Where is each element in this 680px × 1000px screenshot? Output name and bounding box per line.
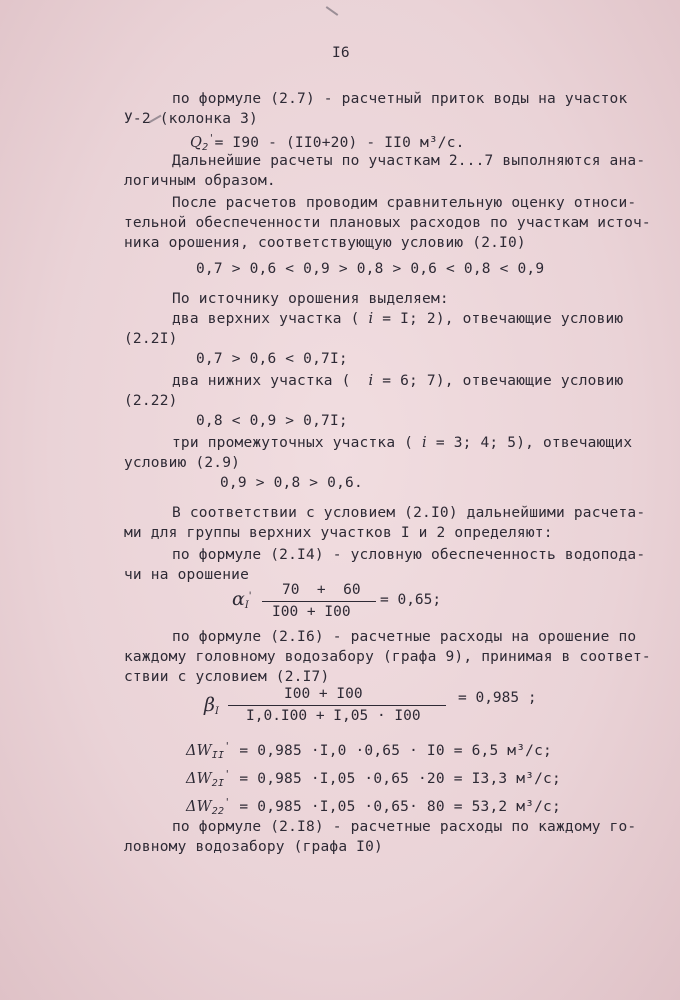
beta-numerator: I00 + I00	[284, 686, 363, 702]
text-line: каждому головному водозабору (графа 9), принимая в соответ-	[124, 649, 651, 665]
fraction-bar	[228, 705, 446, 706]
text-line: по формуле (2.I6) - расчетные расходы на орошение по	[172, 629, 637, 645]
alpha-numerator: 70 + 60	[282, 582, 361, 598]
scan-mark	[326, 6, 339, 16]
inequality-2-21: 0,7 > 0,6 < 0,7I;	[196, 351, 348, 367]
text-line: В соответствии с условием (2.I0) дальнейшими расчета-	[172, 505, 646, 521]
inequality-2-9: 0,9 > 0,8 > 0,6.	[220, 475, 363, 491]
text-line: Дальнейшие расчеты по участкам 2...7 выполняются ана-	[172, 153, 646, 169]
page-number: I6	[332, 45, 350, 61]
text-line: два нижних участка ( i = 6; 7), отвечающие условию	[172, 373, 624, 389]
beta-result: = 0,985 ;	[458, 690, 537, 706]
alpha-denominator: I00 + I00	[272, 604, 351, 620]
text-line: логичным образом.	[124, 173, 276, 189]
formula-q2: $Q_2'= I90 - (II0+20) - II0$ м³/с.	[190, 133, 465, 153]
alpha-result: = 0,65;	[380, 592, 442, 608]
alpha-symbol: $\alpha_I'$	[232, 588, 252, 611]
text-line: условию (2.9)	[124, 455, 241, 471]
text-line: После расчетов проводим сравнительную оценку относи-	[172, 195, 637, 211]
text-line: два верхних участка ( i = I; 2), отвечающие условию	[172, 311, 624, 327]
text-line: по формуле (2.I4) - условную обеспеченность водопода-	[172, 547, 646, 563]
text-line: тельной обеспеченности плановых расходов по участкам источ-	[124, 215, 651, 231]
fraction-bar	[262, 601, 376, 602]
text-line: ловному водозабору (графа I0)	[124, 839, 383, 855]
text-line: (2.2I)	[124, 331, 178, 347]
text-line: (2.22)	[124, 393, 178, 409]
text-line: ника орошения, соответствующую условию (2.I0)	[124, 235, 526, 251]
text-line: ствии с условием (2.I7)	[124, 669, 330, 685]
equation-w22: $\Delta W_{22}' = 0,985 \cdot I,05 \cdot 0,65\cdot 80 = 53,2$ м³/с;	[186, 797, 561, 817]
text-line: ми для группы верхних участков I и 2 определяют:	[124, 525, 553, 541]
equation-w11: $\Delta W_{II}' = 0,985 \cdot I,0 \cdot 0,65 \cdot I0 = 6,5$ м³/с;	[186, 741, 552, 761]
inequality-2-22: 0,8 < 0,9 > 0,7I;	[196, 413, 348, 429]
text-line: три промежуточных участка ( i = 3; 4; 5), отвечающих	[172, 435, 633, 451]
text-line: чи на орошение	[124, 567, 250, 583]
text-line: по формуле (2.I8) - расчетные расходы по каждому го-	[172, 819, 637, 835]
inequality-2-10: 0,7 > 0,6 < 0,9 > 0,8 > 0,6 < 0,8 < 0,9	[196, 261, 545, 277]
beta-symbol: $\beta_I$	[204, 694, 219, 717]
text-line: У-2 (колонка 3)	[124, 111, 258, 127]
text-line: по формуле (2.7) - расчетный приток воды на участок	[172, 91, 628, 107]
equation-w21: $\Delta W_{2I}' = 0,985 \cdot I,05 \cdot 0,65 \cdot 20 = I3,3$ м³/с;	[186, 769, 561, 789]
q-symbol: Q	[190, 135, 203, 151]
beta-denominator: I,0.I00 + I,05 · I00	[246, 708, 421, 724]
text-line: По источнику орошения выделяем:	[172, 291, 449, 307]
